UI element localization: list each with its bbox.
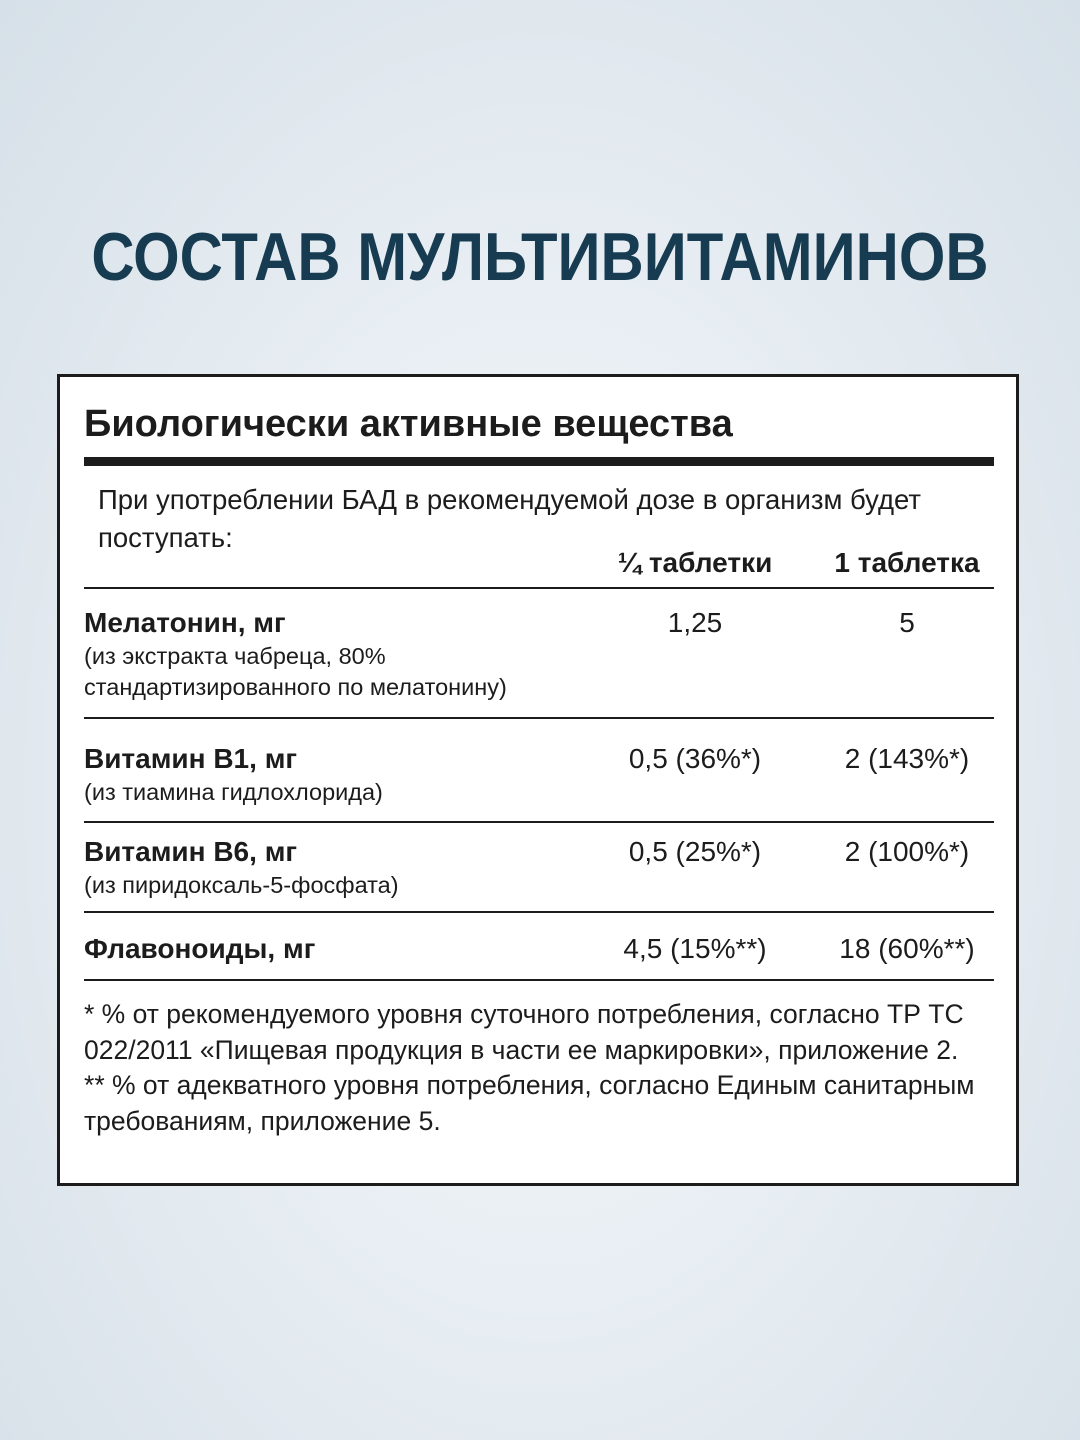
table-divider [84,717,994,719]
footnotes [84,997,1004,1139]
value-quarter-tablet: 0,5 (36%*) [628,743,762,774]
row-note: (из экстракта чабреца, 80% стандартизированного по мелатонину) [84,643,507,700]
value-one-tablet: 18 (60%**) [839,933,975,964]
row-name: Витамин В6, мг [84,836,298,867]
table-row-vitamin-b1 [84,741,994,808]
table-divider [84,821,994,823]
footnote-single-asterisk: * % от рекомендуемого уровня суточного потребления, согласно ТР ТС 022/2011 «Пищевая продукция в части ее маркировки», приложение 2. [84,999,964,1065]
composition-panel [57,374,1019,1186]
table-row-melatonin [84,605,994,703]
value-quarter-tablet: 1,25 [667,607,723,638]
row-name: Витамин В1, мг [84,743,298,774]
table-row-flavonoids [84,931,994,967]
value-quarter-tablet: 0,5 (25%*) [628,836,762,867]
footnote-double-asterisk: ** % от адекватного уровня потребления, согласно Единым санитарным требованиям, приложение 5. [84,1070,975,1136]
value-one-tablet: 2 (143%*) [844,743,970,774]
column-header-quarter-tablet: ¼ таблетки [617,547,773,578]
page-title: СОСТАВ МУЛЬТИВИТАМИНОВ [91,219,989,295]
table-divider [84,979,994,981]
row-note: (из пиридоксаль-5-фосфата) [84,872,399,898]
value-one-tablet: 2 (100%*) [844,836,970,867]
table-divider [84,911,994,913]
row-name: Флавоноиды, мг [84,933,316,964]
column-header-one-tablet: 1 таблетка [834,547,980,578]
table-row-vitamin-b6 [84,834,994,901]
panel-heading: Биологически активные вещества [84,403,733,445]
value-quarter-tablet: 4,5 (15%**) [623,933,767,964]
table-divider [84,587,994,589]
intro-text: При употреблении БАД в рекомендуемой дозе в организм будет поступать: [98,484,922,553]
row-note: (из тиамина гидлохлорида) [84,779,383,805]
row-name: Мелатонин, мг [84,607,286,638]
value-one-tablet: 5 [899,607,915,638]
heading-rule [84,457,994,466]
